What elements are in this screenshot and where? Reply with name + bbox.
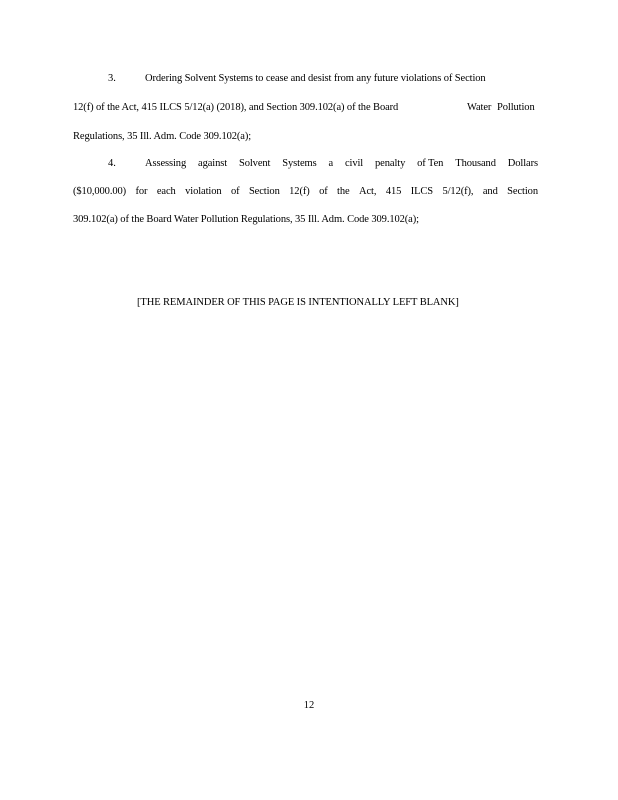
item-4-line-1-word: Assessing [145,158,187,169]
item-4-line-2-word: 415 [385,186,402,197]
item-4-line-3: 309.102(a) of the Board Water Pollution Regulations, 35 Ill. Adm. Code 309.102(a); [73,214,419,225]
item-3-line-2-word-pollution: Pollution [497,102,535,113]
item-3-line-3: Regulations, 35 Ill. Adm. Code 309.102(a); [73,131,252,142]
item-4-line-2-word: 12(f) [289,186,310,197]
item-4-line-2-word: and [482,186,498,197]
item-4-line-2-word: 5/12(f), [442,186,474,197]
item-4-line-1 [145,157,538,170]
item-4-line-2 [73,185,538,198]
item-4-line-2-word: Act, [359,186,377,197]
item-4-line-2-word: the [337,186,350,197]
item-4-line-1-word: a [328,158,334,169]
item-4-line-2-word: of [230,186,240,197]
item-4-line-1-word: Dollars [507,158,538,169]
item-4-line-1-word: against [198,158,228,169]
item-4-line-1-word: penalty [375,158,406,169]
item-3-line-2-word-water: Water [467,102,492,113]
item-3-line-2-start: 12(f) of the Act, 415 ILCS 5/12(a) (2018), and Section 309.102(a) of the Board [73,102,399,113]
blank-page-notice: [THE REMAINDER OF THIS PAGE IS INTENTIONALLY LEFT BLANK] [137,297,459,308]
item-4-line-1-word: civil [344,158,364,169]
item-4-line-2-word: ILCS [410,186,434,197]
page-number: 12 [303,700,315,711]
item-4-number: 4. [108,158,116,169]
item-3-line-1: Ordering Solvent Systems to cease and desist from any future violations of Section [145,73,486,84]
item-4-line-1-word: of Ten [417,158,444,169]
item-4-line-2-word: violation [185,186,222,197]
item-4-line-2-word: of [319,186,328,197]
item-4-line-2-word: for [135,186,148,197]
item-4-line-1-word: Solvent [238,158,271,169]
item-4-line-2-word: Section [507,186,538,197]
item-3-number: 3. [108,73,116,84]
item-4-line-2-word: ($10,000.00) [73,186,127,197]
item-4-line-1-word: Systems [282,158,317,169]
item-4-line-1-word: Thousand [455,158,496,169]
item-4-line-2-word: Section [248,186,280,197]
item-4-line-2-word: each [156,186,176,197]
